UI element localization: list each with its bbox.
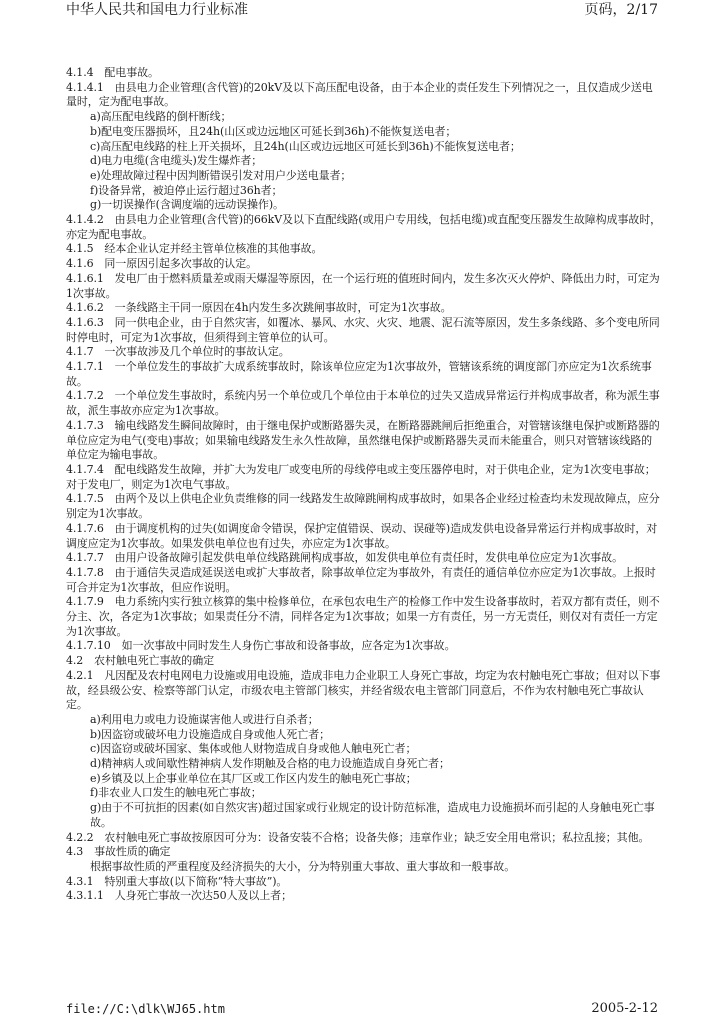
file-path: file://C:\dlk\WJ65.htm [66, 1002, 225, 1016]
clause-paragraph: 4.1.7.9 电力系统内实行独立核算的集中检修单位，在承包农电生产的检修工作中发生设备事故时，若双方都有责任，则不分主、次，各定为1次事故；如果责任分不清，同样各定为1次事故；如果一方有责任，另一方无责任，则仅对有责任一方定为1次事故。 [66, 595, 660, 638]
list-item: 根据事故性质的严重程度及经济损失的大小，分为特别重大事故、重大事故和一般事故。 [90, 859, 516, 873]
clause-paragraph: 4.2.1 凡因配及农村电网电力设施或用电设施，造成非电力企业职工人身死亡事故，均定为农村触电死亡事故；但对以下事故，经县级公安、检察等部门认定，市级农电主管部门核实，并经省级农电主管部门同意后，不作为农村触电死亡事故认定。 [66, 668, 661, 712]
clause-paragraph: 4.1.6.1 发电厂由于燃料质量差或雨天爆湿等原因，在一个运行班的值班时间内，发生多次灭火停炉、降低出力时，可定为1次事故。 [66, 271, 660, 300]
page-header [0, 0, 724, 22]
clause-paragraph: 4.3.1 特别重大事故(以下简称“特大事故”)。 [66, 874, 288, 888]
clause-paragraph: 4.1.7.5 由两个及以上供电企业负责维修的同一线路发生故障跳闸构成事故时，如果各企业经过检查均未发现故障点，应分别定为1次事故。 [66, 492, 660, 521]
list-item: e)乡镇及以上企事业单位在其厂区或工作区内发生的触电死亡事故； [90, 771, 417, 785]
list-item: b)配电变压器损坏，且24h(山区或边远地区可延长到36h)不能恢复送电者； [90, 124, 457, 138]
list-item: a)利用电力或电力设施谋害他人或进行自杀者； [90, 712, 319, 726]
list-item: b)因盗窃或破坏电力设施造成自身或他人死亡者； [90, 727, 331, 741]
clause-paragraph: 4.1.7.6 由于调度机构的过失(如调度命令错误，保护定值错误、误动、误碰等)造成发供电设备异常运行并构成事故时，对调度应定为1次事故。如果发供电单位也有过失，亦应定为1次事故。 [66, 521, 658, 550]
clause-paragraph: 4.1.4.2 由县电力企业管理(含代管)的66kV及以下直配线路(或用户专用线，包括电缆)或直配变压器发生故障构成事故时，亦定为配电事故。 [66, 213, 662, 241]
list-item: f)设备异常，被迫停止运行超过36h者； [90, 183, 283, 197]
document-title: 中华人民共和国电力行业标准 [66, 2, 248, 18]
document-body [66, 66, 662, 904]
clause-paragraph: 4.1.7.8 由于通信失灵造成延误送电或扩大事故者，除事故单位定为事故外，有责任的通信单位亦应定为1次事故。上报时可合并定为1次事故，但应作说明。 [66, 565, 656, 594]
list-item: g)一切误操作(含调度端的远动误操作)。 [90, 198, 284, 212]
list-item: d)电力电缆(含电缆头)发生爆炸者； [90, 154, 263, 168]
clause-paragraph: 4.3.1.1 人身死亡事故一次达50人及以上者； [66, 889, 292, 903]
clause-paragraph: 4.1.7 一次事故涉及几个单位时的事故认定。 [66, 345, 290, 359]
page-footer [0, 1000, 724, 1018]
clause-paragraph: 4.1.7.4 配电线路发生故障，并扩大为发电厂或变电所的母线停电或主变压器停电时，对于供电企业，定为1次变电事故；对于发电厂，则定为1次电气事故。 [66, 462, 656, 491]
clause-paragraph: 4.2.2 农村触电死亡事故按原因可分为：设备安装不合格；设备失修；违章作业；缺乏安全用电常识；私拉乱接；其他。 [66, 830, 650, 844]
list-item: f)非农业人口发生的触电死亡事故； [90, 786, 262, 800]
page-number: 页码，2/17 [584, 2, 658, 18]
clause-paragraph: 4.1.7.2 一个单位发生事故时，系统内另一个单位或几个单位由于本单位的过失又造成异常运行并构成事故者，称为派生事故，派生事故亦应定为1次事故。 [66, 389, 660, 418]
list-item: a)高压配电线路的倒杆断线； [90, 110, 232, 124]
print-date: 2005-2-12 [591, 1001, 658, 1016]
list-item: g)由于不可抗拒的因素(如自然灾害)超过国家或行业规定的设计防范标准，造成电力设施损坏而引起的人身触电死亡事故。 [90, 801, 655, 829]
clause-paragraph: 4.2 农村触电死亡事故的确定 [66, 654, 214, 668]
clause-paragraph: 4.1.4.1 由县电力企业管理(含代管)的20kV及以下高压配电设备，由于本企业的责任发生下列情况之一，且仅造成少送电量时，定为配电事故。 [66, 80, 653, 109]
clause-paragraph: 4.1.4 配电事故。 [66, 66, 159, 79]
list-item: d)精神病人或间歇性精神病人发作期触及合格的电力设施造成自身死亡者； [90, 757, 450, 771]
list-item: c)因盗窃或破坏国家、集体或他人财物造成自身或他人触电死亡者； [90, 742, 417, 756]
clause-paragraph: 4.1.5 经本企业认定并经主管单位核准的其他事故。 [66, 242, 323, 256]
clause-paragraph: 4.3 事故性质的确定 [66, 845, 171, 859]
clause-paragraph: 4.1.7.1 一个单位发生的事故扩大成系统事故时，除该单位应定为1次事故外，管辖该系统的调度部门亦应定为1次系统事故。 [66, 360, 652, 388]
list-item: e)处理故障过程中因判断错误引发对用户少送电量者； [90, 168, 352, 182]
clause-paragraph: 4.1.7.3 输电线路发生瞬间故障时，由于继电保护或断路器失灵，在断路器跳闸后拒绝重合，对管辖该继电保护或断路器的单位应定为电气(变电)事故；如果输电线路发生永久性故障，虽然继电保护或断路器失灵而未能重合，则只对管辖该线路的单位定为输电事故。 [66, 418, 660, 462]
clause-paragraph: 4.1.6.3 同一供电企业，由于自然灾害，如覆冰、暴风、水灾、火灾、地震、泥石流等原因，发生多条线路、多个变电所同时停电时，可定为1次事故，但须得到主管单位的认可。 [66, 315, 660, 344]
clause-paragraph: 4.1.6 同一原因引起多次事故的认定。 [66, 257, 257, 271]
clause-paragraph: 4.1.7.10 如一次事故中同时发生人身伤亡事故和设备事故，应各定为1次事故。 [66, 639, 456, 653]
clause-paragraph: 4.1.6.2 一条线路主干同一原因在4h内发生多次跳闸事故时，可定为1次事故。 [66, 301, 452, 315]
list-item: c)高压配电线路的柱上开关损坏，且24h(山区或边远地区可延长到36h)不能恢复送电者； [90, 139, 521, 153]
clause-paragraph: 4.1.7.7 由用户设备故障引起发供电单位线路跳闸构成事故，如发供电单位有责任时，发供电单位应定为1次事故。 [66, 551, 623, 565]
